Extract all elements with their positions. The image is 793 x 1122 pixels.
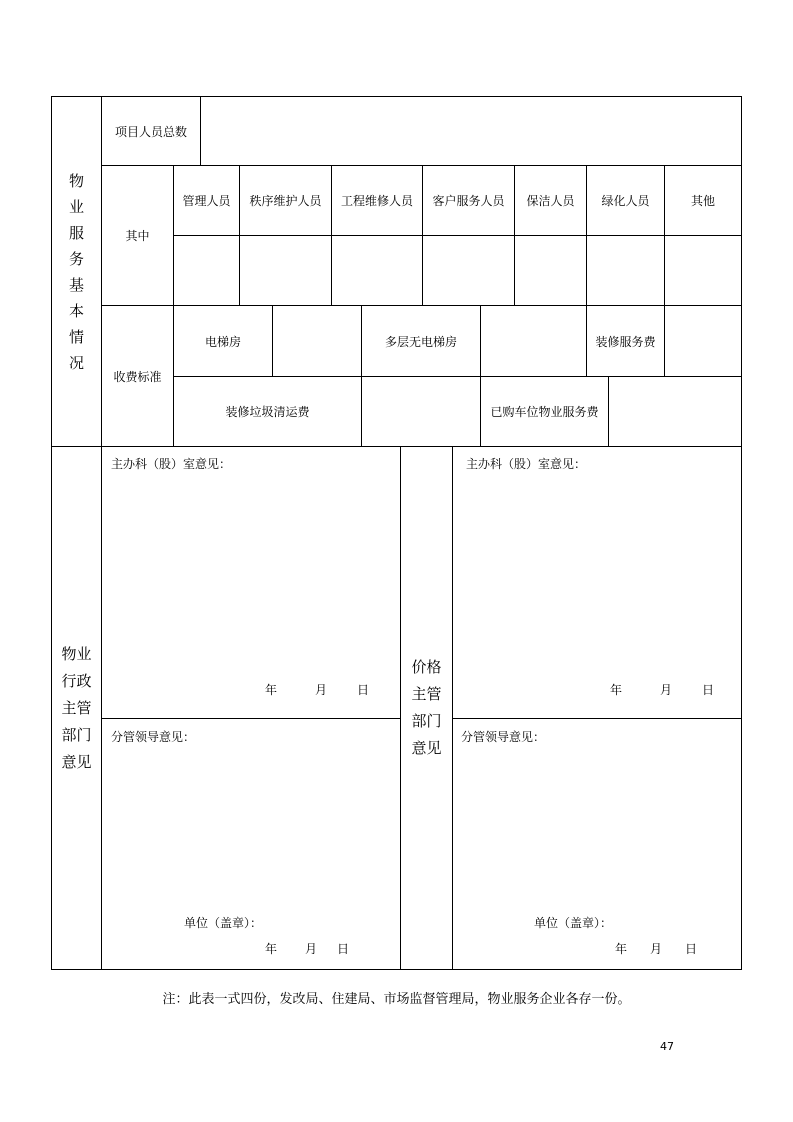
fee-parking-label: 已购车位物业服务费: [480, 376, 609, 447]
property-seal-label: 单位（盖章）：: [184, 916, 263, 930]
label-line: 部门: [411, 712, 442, 730]
fee-renovation-service-value-cell: [664, 305, 742, 377]
price-leader-opinion-cell: [452, 718, 742, 970]
fee-parking-value-cell: [608, 376, 742, 447]
property-office-date-day: 日: [357, 683, 370, 697]
price-dept-label-text: [411, 654, 441, 762]
fee-multi-storey-label: 多层无电梯房: [361, 305, 481, 377]
staff-category-header: 客户服务人员: [422, 165, 515, 236]
staff-category-header: 秩序维护人员: [239, 165, 332, 236]
property-leader-date-day: 日: [337, 942, 350, 956]
fee-renovation-waste-value-cell: [361, 376, 481, 447]
label-line: 行政: [61, 671, 92, 690]
staff-category-header: 管理人员: [173, 165, 240, 236]
price-leader-date-year: 年: [615, 942, 628, 956]
price-seal-label: 单位（盖章）：: [534, 916, 613, 930]
staff-category-value-cell: [586, 235, 665, 306]
price-leader-opinion-label: 分管领导意见：: [461, 730, 546, 744]
total-staff-value-cell: [200, 96, 742, 166]
staff-category-value-cell: [331, 235, 423, 306]
price-office-opinion-cell: [452, 446, 742, 719]
property-office-date-month: 月: [315, 683, 328, 697]
price-leader-date-month: 月: [650, 942, 663, 956]
price-office-opinion-label: 主办科（股）室意见：: [466, 457, 587, 471]
label-line: 意见: [411, 739, 442, 757]
label-line: 物业: [61, 644, 92, 663]
property-leader-opinion-cell: [101, 718, 401, 970]
fee-multi-storey-value-cell: [480, 305, 587, 377]
price-office-date-year: 年: [610, 683, 623, 697]
fee-renovation-waste-label: 装修垃圾清运费: [173, 376, 362, 447]
label-line: 部门: [61, 725, 92, 744]
staff-category-header: 绿化人员: [586, 165, 665, 236]
price-leader-date-day: 日: [685, 942, 698, 956]
price-dept-label: [400, 446, 453, 970]
staff-category-header: 其他: [664, 165, 742, 236]
label-line: 主管: [61, 698, 92, 717]
staff-category-header: 保洁人员: [514, 165, 587, 236]
fee-elevator-label: 电梯房: [173, 305, 273, 377]
property-leader-date-year: 年: [265, 942, 278, 956]
footnote: 注：此表一式四份，发改局、住建局、市场监督管理局，物业服务企业各存一份。: [162, 992, 631, 1007]
staff-category-value-cell: [173, 235, 240, 306]
breakdown-label: 其中: [101, 165, 174, 306]
property-dept-label-text: [61, 641, 91, 776]
staff-category-value-cell: [422, 235, 515, 306]
page-number: 47: [660, 1040, 674, 1053]
property-dept-label: [51, 446, 102, 970]
fee-label: 收费标准: [101, 305, 174, 447]
property-office-date-year: 年: [265, 683, 278, 697]
total-staff-label: 项目人员总数: [101, 96, 201, 166]
label-line: 价格: [411, 658, 442, 676]
property-office-opinion-label: 主办科（股）室意见：: [111, 457, 232, 471]
basic-info-section-label: [51, 96, 102, 447]
fee-renovation-service-label: 装修服务费: [586, 305, 665, 377]
label-line: 意见: [61, 752, 92, 771]
price-office-date-day: 日: [702, 683, 715, 697]
price-office-date-month: 月: [660, 683, 673, 697]
staff-category-value-cell: [239, 235, 332, 306]
property-leader-date-month: 月: [305, 942, 318, 956]
basic-info-section-label-text: 物业服务基本情况: [68, 171, 84, 372]
property-leader-opinion-label: 分管领导意见：: [111, 730, 196, 744]
label-line: 主管: [411, 685, 442, 703]
fee-elevator-value-cell: [272, 305, 362, 377]
staff-category-value-cell: [514, 235, 587, 306]
property-office-opinion-cell: [101, 446, 401, 719]
staff-category-value-cell: [664, 235, 742, 306]
staff-category-header: 工程维修人员: [331, 165, 423, 236]
